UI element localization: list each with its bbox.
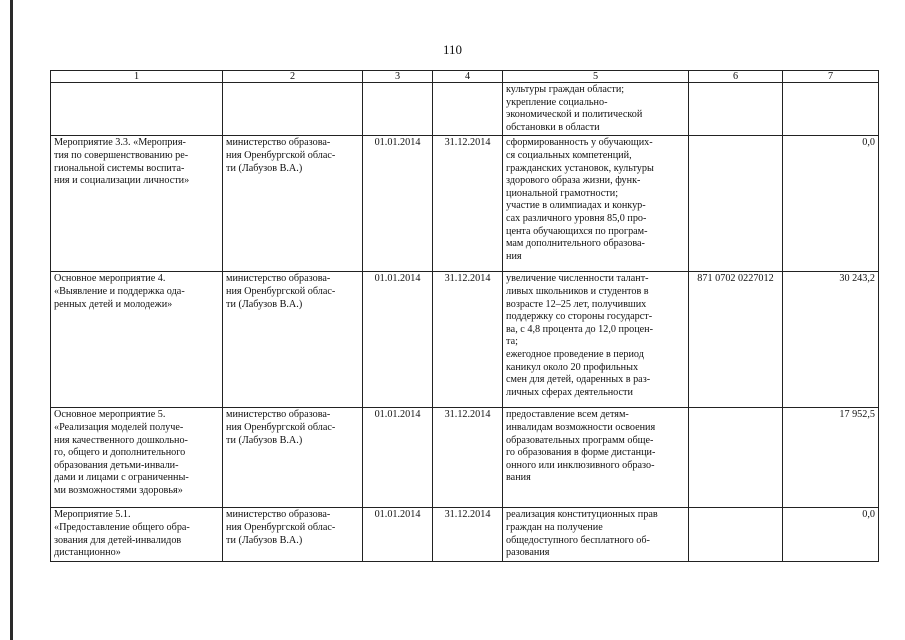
- table-cell: 30 243,2: [783, 272, 879, 408]
- column-header: 4: [433, 71, 503, 83]
- table-cell: министерство образова- ния Оренбургской облас- ти (Лабузов В.А.): [223, 508, 363, 562]
- table-cell: [783, 83, 879, 136]
- table-cell: 01.01.2014: [363, 408, 433, 508]
- table-row: [51, 272, 879, 408]
- column-header: 5: [503, 71, 689, 83]
- table-row: [51, 83, 879, 136]
- table-cell: 31.12.2014: [433, 408, 503, 508]
- table-cell: 01.01.2014: [363, 508, 433, 562]
- table-cell: [689, 83, 783, 136]
- table-cell: [51, 83, 223, 136]
- scan-edge-line: [10, 0, 13, 640]
- table-cell: 0,0: [783, 508, 879, 562]
- table-row: [51, 408, 879, 508]
- table-cell: 31.12.2014: [433, 136, 503, 272]
- table-cell: увеличение численности талант- ливых школьников и студентов в возрасте 12–25 лет, получивших поддержку со стороны государст- ва, с 4,8 процента до 12,0 процен- та; ежегодное проведение в период каникул около 20 профильных смен для детей, одаренных в раз- личных сферах деятельности: [503, 272, 689, 408]
- table-cell: [433, 83, 503, 136]
- header-row: [51, 71, 879, 83]
- table-cell: 01.01.2014: [363, 272, 433, 408]
- column-header: 1: [51, 71, 223, 83]
- table-cell: [689, 508, 783, 562]
- page-number: 110: [442, 42, 463, 57]
- table-cell: Основное мероприятие 4. «Выявление и поддержка ода- ренных детей и молодежи»: [51, 272, 223, 408]
- table-cell: 01.01.2014: [363, 136, 433, 272]
- table-cell: 871 0702 0227012: [689, 272, 783, 408]
- table-cell: [689, 408, 783, 508]
- table-cell: министерство образова- ния Оренбургской облас- ти (Лабузов В.А.): [223, 272, 363, 408]
- table-cell: культуры граждан области; укрепление социально- экономической и политической обстановки в области: [503, 83, 689, 136]
- table-cell: [689, 136, 783, 272]
- table-row: [51, 508, 879, 562]
- column-header: 3: [363, 71, 433, 83]
- table-cell: 0,0: [783, 136, 879, 272]
- table-cell: 17 952,5: [783, 408, 879, 508]
- table-cell: Мероприятие 5.1. «Предоставление общего обра- зования для детей-инвалидов дистанционно»: [51, 508, 223, 562]
- table-row: [51, 136, 879, 272]
- budget-table: [50, 70, 879, 562]
- table-cell: министерство образова- ния Оренбургской облас- ти (Лабузов В.А.): [223, 136, 363, 272]
- table-cell: [223, 83, 363, 136]
- table-cell: министерство образова- ния Оренбургской облас- ти (Лабузов В.А.): [223, 408, 363, 508]
- table-cell: 31.12.2014: [433, 508, 503, 562]
- column-header: 7: [783, 71, 879, 83]
- column-header: 2: [223, 71, 363, 83]
- table-cell: Основное мероприятие 5. «Реализация моделей получе- ния качественного дошкольно- го, общего и дополнительного образования детьми-инвали- дами и лицами с ограниченны- ми возможностями здоровья»: [51, 408, 223, 508]
- table-cell: Мероприятие 3.3. «Мероприя- тия по совершенствованию ре- гиональной системы воспита- ния и социализации личности»: [51, 136, 223, 272]
- table-cell: [363, 83, 433, 136]
- table-cell: сформированность у обучающих- ся социальных компетенций, гражданских установок, культуры здорового образа жизни, функ- циональной грамотности; участие в олимпиадах и конкур- сах различного уровня 85,0 про- цента обучающихся по програм- мам дополнительного образова- ния: [503, 136, 689, 272]
- table-cell: 31.12.2014: [433, 272, 503, 408]
- column-header: 6: [689, 71, 783, 83]
- table-body: [51, 83, 879, 562]
- table-cell: предоставление всем детям- инвалидам возможности освоения образовательных программ обще- го образования в форме дистанци- онного или инклюзивного образо- вания: [503, 408, 689, 508]
- table-cell: реализация конституционных прав граждан на получение общедоступного бесплатного об- разования: [503, 508, 689, 562]
